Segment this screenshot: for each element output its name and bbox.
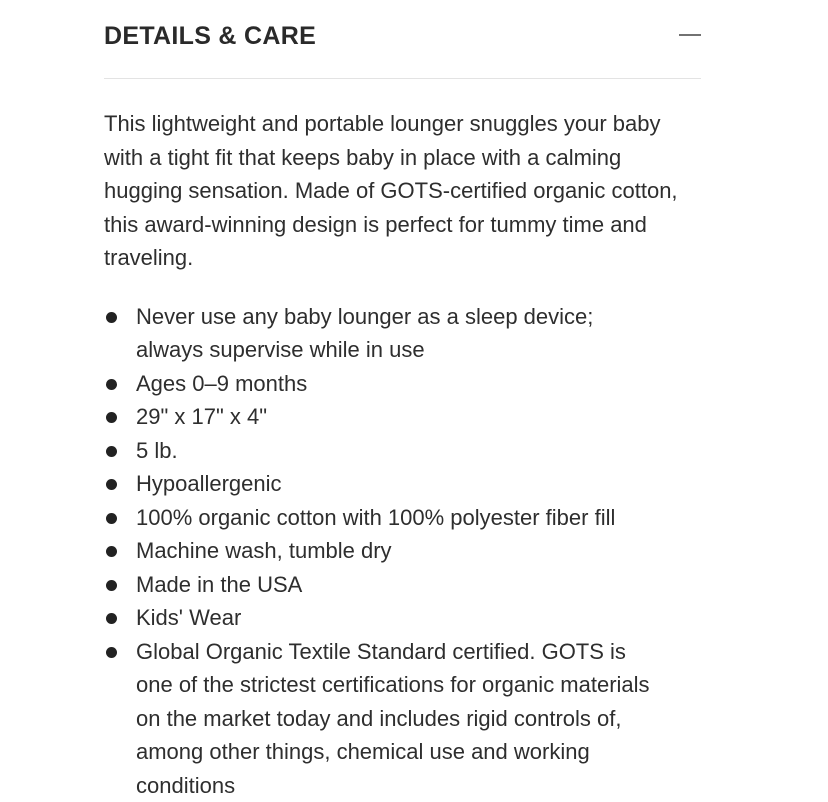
feature-list (104, 300, 664, 802)
bullet-icon (106, 479, 117, 490)
list-item (104, 501, 664, 535)
minus-icon[interactable] (679, 24, 701, 46)
list-item (104, 400, 664, 434)
list-item-text: Never use any baby lounger as a sleep device; always supervise while in use (136, 304, 593, 363)
bullet-icon (106, 546, 117, 557)
details-care-accordion (104, 0, 701, 802)
bullet-icon (106, 580, 117, 591)
bullet-icon (106, 647, 117, 658)
list-item (104, 534, 664, 568)
bullet-icon (106, 412, 117, 423)
list-item (104, 601, 664, 635)
list-item (104, 434, 664, 468)
list-item-text: Made in the USA (136, 572, 302, 597)
bullet-icon (106, 379, 117, 390)
bullet-icon (106, 513, 117, 524)
accordion-header[interactable] (104, 0, 701, 79)
list-item-text: Global Organic Textile Standard certified. GOTS is one of the strictest certifications for organic materials on the market today and includes rigid controls of, among other things, chemical use and working conditions (136, 639, 650, 798)
list-item (104, 635, 664, 802)
list-item-text: Kids' Wear (136, 605, 241, 630)
list-item-text: Hypoallergenic (136, 471, 282, 496)
bullet-icon (106, 312, 117, 323)
bullet-icon (106, 446, 117, 457)
list-item-text: 100% organic cotton with 100% polyester fiber fill (136, 505, 615, 530)
bullet-icon (106, 613, 117, 624)
list-item (104, 300, 664, 367)
section-title: DETAILS & CARE (104, 22, 316, 51)
list-item-text: Ages 0–9 months (136, 371, 307, 396)
list-item-text: 5 lb. (136, 438, 178, 463)
list-item (104, 367, 664, 401)
list-item (104, 467, 664, 501)
list-item-text: 29" x 17" x 4" (136, 404, 267, 429)
list-item (104, 568, 664, 602)
list-item-text: Machine wash, tumble dry (136, 538, 392, 563)
product-description: This lightweight and portable lounger snuggles your baby with a tight fit that keeps baby in place with a calming hugging sensation. Made of GOTS-certified organic cotton, this award-winning design is perfect for tummy time and traveling. (104, 107, 704, 275)
